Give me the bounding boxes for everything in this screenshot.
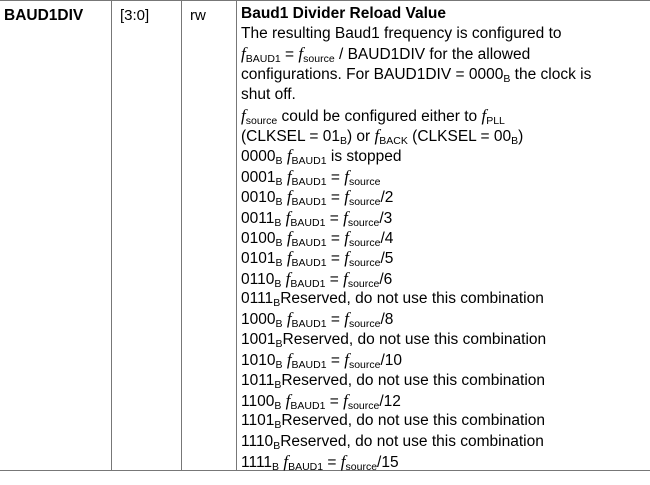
- description-line: shut off.: [241, 86, 296, 104]
- value-code: 0110: [241, 270, 275, 288]
- f-symbol: f: [481, 105, 487, 125]
- value-code: 1000: [241, 311, 276, 329]
- value-reserved: Reserved, do not use this combination: [281, 371, 546, 389]
- value-line: $0101_B$ $f_{BAUD1} = f_{source}/5$: [241, 248, 394, 270]
- value-code: 1110: [241, 432, 274, 450]
- f-symbol: f: [343, 391, 348, 411]
- value-line: $0000_B$ $f_{BAUD1}$ is stopped: [241, 146, 402, 168]
- description-line: The resulting Baud1 frequency is configured to: [241, 25, 562, 42]
- f-symbol: f: [285, 268, 291, 288]
- column-divider: [111, 0, 112, 471]
- f-symbol: f: [344, 309, 349, 329]
- description-line: $f_{BAUD1} = f_{source}$ / BAUD1DIV for the allowed: [241, 44, 531, 66]
- value-divisor: /12: [379, 393, 401, 411]
- f-symbol: f: [285, 207, 291, 227]
- value-list: [241, 146, 641, 472]
- f-symbol: f: [343, 207, 348, 227]
- value-code: 0111: [241, 290, 274, 308]
- value-reserved: Reserved, do not use this combination: [280, 432, 544, 450]
- value-line: $0011_B$ $f_{BAUD1} = f_{source}/3$: [241, 207, 393, 229]
- f-symbol: f: [286, 227, 292, 247]
- value-line: $0100_B$ $f_{BAUD1} = f_{source}/4$: [241, 227, 394, 249]
- f-symbol: f: [286, 248, 292, 268]
- value-line: $0110_B$ $f_{BAUD1} = f_{source}/6$: [241, 268, 393, 290]
- field-access: rw: [190, 7, 206, 24]
- column-divider: [236, 0, 237, 471]
- column-divider: [181, 0, 182, 471]
- value-divisor: /10: [380, 352, 403, 370]
- value-line: $1111_B$ $f_{BAUD1} = f_{source}/15$: [241, 452, 399, 474]
- value-code: 1001: [241, 330, 276, 348]
- value-divisor: /2: [380, 189, 394, 207]
- value-code: 1011: [241, 371, 275, 389]
- value-line: $1101_BReserved$, do not use this combination: [241, 412, 546, 432]
- f-symbol: f: [286, 187, 292, 207]
- f-symbol: f: [343, 268, 348, 288]
- field-bits: [3:0]: [120, 7, 150, 24]
- value-code: 0001: [241, 168, 276, 186]
- value-divisor: /5: [380, 250, 394, 268]
- f-symbol: f: [340, 452, 346, 472]
- f-symbol: f: [344, 350, 349, 370]
- table-top-rule: [0, 0, 650, 1]
- value-line: $1010_B$ $f_{BAUD1} = f_{source}/10$: [241, 350, 403, 372]
- value-code: 0100: [241, 229, 276, 247]
- f-symbol: f: [286, 146, 292, 166]
- description-line: (CLKSEL = $01_B$) or $f_{BACK}$ (CLKSEL = $00_B$): [241, 125, 524, 147]
- f-symbol: f: [286, 166, 292, 186]
- f-symbol: f: [241, 44, 246, 64]
- f-symbol: f: [283, 452, 289, 472]
- f-symbol: f: [241, 105, 246, 125]
- f-symbol: f: [285, 391, 291, 411]
- value-divisor: /6: [379, 270, 393, 288]
- f-symbol: f: [374, 125, 380, 145]
- f-symbol: f: [286, 309, 292, 329]
- description-title: Baud1 Divider Reload Value: [241, 5, 447, 22]
- value-line: $1011_BReserved$, do not use this combination: [241, 371, 546, 391]
- f-symbol: f: [344, 227, 349, 247]
- value-divisor: /4: [380, 229, 394, 247]
- f-symbol: f: [286, 350, 292, 370]
- value-divisor: /15: [377, 454, 399, 472]
- f-symbol: f: [298, 44, 304, 64]
- value-code: 0010: [241, 189, 276, 207]
- value-reserved: Reserved, do not use this combination: [282, 330, 547, 348]
- value-line: $1000_B$ $f_{BAUD1} = f_{source}/8$: [241, 309, 394, 331]
- description-line: configurations. For BAUD1DIV = $0000_B$ the clock is: [241, 65, 592, 85]
- value-code: 1100: [241, 393, 275, 411]
- f-symbol: f: [344, 248, 349, 268]
- field-description: [241, 4, 641, 473]
- value-line: $1001_BReserved$, do not use this combination: [241, 330, 547, 350]
- value-code: 1010: [241, 352, 276, 370]
- value-code: 1101: [241, 412, 275, 430]
- value-line: $0010_B$ $f_{BAUD1} = f_{source}/2$: [241, 187, 394, 209]
- field-name: BAUD1DIV: [4, 7, 84, 24]
- value-line: $1110_BReserved$, do not use this combination: [241, 432, 544, 452]
- value-code: 0101: [241, 250, 276, 268]
- value-divisor: /8: [380, 311, 394, 329]
- value-code: 0000: [241, 148, 276, 166]
- value-divisor: /3: [379, 209, 393, 227]
- value-line: $0111_BReserved$, do not use this combination: [241, 290, 544, 310]
- value-code: 0011: [241, 209, 275, 227]
- f-symbol: f: [344, 166, 349, 186]
- value-line: $0001_B$ $f_{BAUD1} = f_{source}$: [241, 166, 381, 188]
- value-line: $1100_B$ $f_{BAUD1} = f_{source}/12$: [241, 391, 401, 413]
- value-stopped: is stopped: [326, 148, 402, 166]
- value-code: 1111: [241, 454, 273, 472]
- description-line: $f_{source}$ could be configured either to $f_{PLL}$: [241, 105, 505, 127]
- f-symbol: f: [344, 187, 349, 207]
- value-reserved: Reserved, do not use this combination: [281, 412, 546, 430]
- value-reserved: Reserved, do not use this combination: [280, 290, 544, 308]
